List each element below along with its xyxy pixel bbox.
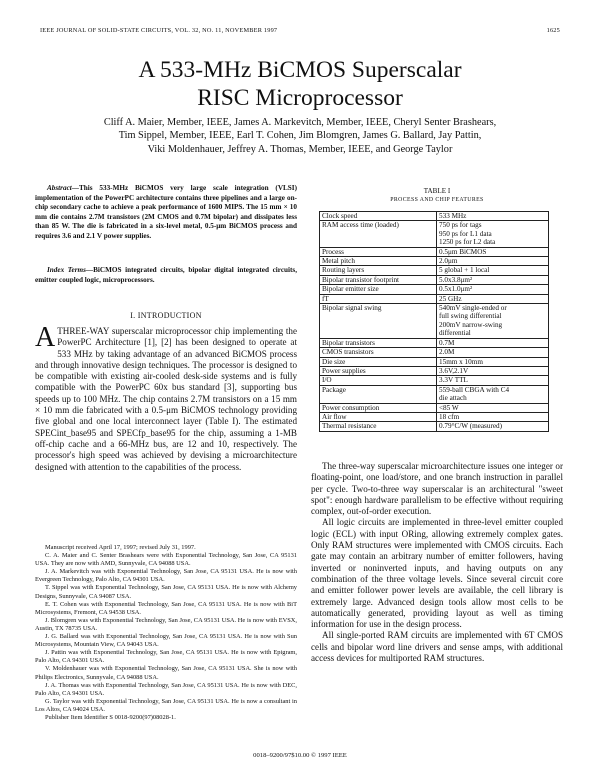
table-row: [320, 304, 549, 339]
table-row: [320, 385, 549, 403]
table-row: [320, 275, 549, 284]
table-cell-value: 0.79°C/W (measured): [437, 422, 549, 431]
abstract-label: Abstract—: [47, 184, 79, 192]
table-cell-value: 3.3V TTL: [437, 376, 549, 385]
table-cell-key: fT: [320, 294, 437, 303]
table-cell-value: 0.7M: [437, 338, 549, 347]
table-row: [320, 376, 549, 385]
table-cell-key: Routing layers: [320, 266, 437, 275]
table-cell-key: Thermal resistance: [320, 422, 437, 431]
table-row: [320, 348, 549, 357]
table-row: [320, 285, 549, 294]
abstract-text: This 533-MHz BiCMOS very large scale integration (VLSI) implementation of the PowerPC architecture contains three pipelines and a large on-chip secondary cache to achieve a peak performance of 1600 MIPS. The 15 mm × 10 mm die contains 2.7M transistors (2M CMOS and 0.7M bipolar) and dissipates less than 85 W. The die is fabricated in a six-level metal, 0.5-μm BiCMOS process and requires 3.6 and 2.1 V power supplies.: [35, 184, 297, 240]
footnote: G. Taylor was with Exponential Technology, San Jose, CA 95131 USA. He is now a consultant in Los Altos, CA 94024 USA.: [35, 697, 297, 713]
footnote: J. G. Ballard was with Exponential Technology, San Jose, CA 95131 USA. He is now with Sun Microsystems, Mountain View, CA 94043 USA.: [35, 633, 297, 649]
body-paragraph: All single-ported RAM circuits are implemented with 6T CMOS cells and bipolar word line drivers and sense amps, with additional access devices for multiported RAM structures.: [311, 630, 563, 664]
table-cell-value: 750 ps for tags 950 ps for L1 data 1250 ps for L2 data: [437, 221, 549, 247]
table-row: [320, 212, 549, 221]
table-cell-value: 25 GHz: [437, 294, 549, 303]
table-cell-key: Power supplies: [320, 366, 437, 375]
footnote: T. Sippel was with Exponential Technology, San Jose, CA 95131 USA. He is now with Alchemy Designs, Sunnyvale, CA 94087 USA.: [35, 584, 297, 600]
table-cell-key: Bipolar transistor footprint: [320, 275, 437, 284]
publisher-id: Publisher Item Identifier S 0018-9200(97)08028-1.: [45, 713, 176, 721]
authors-line-3: Viki Moldenhauer, Jeffrey A. Thomas, Member, IEEE, and George Taylor: [147, 143, 453, 155]
journal-line: IEEE JOURNAL OF SOLID-STATE CIRCUITS, VOL. 32, NO. 11, NOVEMBER 1997: [40, 27, 278, 34]
features-table: [319, 211, 549, 432]
table-row: [320, 294, 549, 303]
body-paragraph: The three-way superscalar microarchitecture issues one integer or floating-point, one load/store, and one branch instruction in parallel per cycle. Two-to-three way superscalar is an architectural "sweet spot": enough hardware parallelism to be effective without requiring complex, out-of-order execution.: [311, 461, 563, 517]
table-row: [320, 338, 549, 347]
table-cell-key: Die size: [320, 357, 437, 366]
table-caption-text: PROCESS AND CHIP FEATURES: [390, 197, 484, 203]
copyright-footer: 0018–9200/97$10.00 © 1997 IEEE: [253, 752, 347, 759]
abstract: [35, 184, 297, 242]
drop-cap: A: [35, 322, 56, 353]
table-cell-key: Process: [320, 247, 437, 256]
table-label: TABLE I: [423, 187, 451, 195]
introduction-text: THREE-WAY superscalar microprocessor chip implementing the PowerPC Architecture [1], [2] has been designed to operate at 533 MHz by taking advantage of an advanced BiCMOS process and through innovative design techniques. The processor is designed to be compatible with existing air-cooled desk-side systems and is fully compatible with the PowerPC 60x bus standard [3], supporting bus speeds up to 100 MHz. The chip contains 2.7M transistors on a 15 mm × 10 mm die fabricated with a 0.5-μm BiCMOS technology providing five global and one local interconnect layer (Table I). The estimated SPECint_base95 and SPECfp_base95 for the chip, assuming a 1-MB off-chip cache and a 66-MHz bus, are 12 and 10, respectively. The processor's high speed was achieved by devising a microarchitecture designed with attention to the capabilities of the process.: [35, 326, 297, 472]
table-cell-key: Bipolar signal swing: [320, 304, 437, 339]
title-line-1: A 533-MHz BiCMOS Superscalar: [138, 57, 462, 83]
section-heading: I. INTRODUCTION: [130, 311, 202, 320]
index-terms-text: BiCMOS integrated circuits, bipolar digital integrated circuits, emitter coupled logic, microprocessors.: [35, 266, 297, 284]
running-header: [40, 27, 560, 34]
table-cell-value: 18 cfm: [437, 412, 549, 421]
table-row: [320, 257, 549, 266]
index-terms: [35, 266, 297, 285]
table-row: [320, 422, 549, 431]
table-cell-value: 540mV single-ended or full swing differential 200mV narrow-swing differential: [437, 304, 549, 339]
table-cell-key: Bipolar emitter size: [320, 285, 437, 294]
page-number: 1625: [546, 27, 560, 34]
authors-line-1: Cliff A. Maier, Member, IEEE, James A. Markevitch, Member, IEEE, Cheryl Senter Brashears,: [103, 117, 497, 128]
table-cell-key: CMOS transistors: [320, 348, 437, 357]
table-cell-value: 2.0M: [437, 348, 549, 357]
footnote: J. Pattin was with Exponential Technology, San Jose, CA 95131 USA. He is now with Epigram, Palo Alto, CA 94301 USA.: [35, 649, 297, 665]
table-cell-value: 5 global + 1 local: [437, 266, 549, 275]
table-cell-value: <85 W: [437, 403, 549, 412]
table-row: [320, 412, 549, 421]
table-row: [320, 357, 549, 366]
table-cell-value: 3.6V,2.1V: [437, 366, 549, 375]
title-line-2: RISC Microprocessor: [197, 85, 403, 111]
introduction-paragraph: [35, 322, 297, 473]
footnote: C. A. Maier and C. Senter Brashears were with Exponential Technology, San Jose, CA 95131 USA. They are now with AMD, Sunnyvale, CA 94088 USA.: [35, 552, 297, 568]
footnote: E. T. Cohen was with Exponential Technology, San Jose, CA 95131 USA. He is now with BiT Microsystems, Fremont, CA 94538 USA.: [35, 600, 297, 616]
author-list: [90, 116, 510, 156]
paper-title: [0, 56, 600, 112]
body-paragraph: All logic circuits are implemented in three-level emitter coupled logic (ECL) with input ORing, allowing extremely complex gates. Only RAM structures were implemented with CMOS circuits. Each gate may contain an arbitrary number of emitter followers, having inverted or noninverted inputs, and having outputs on any combination of the three voltage levels. Since several circuit core and emitter follower power levels are available, the cell library is extremely large. Advanced design tools allow most cells to be automatically generated, providing layout as well as timing information for use in the design process.: [311, 517, 563, 630]
footnotes: [35, 544, 297, 722]
table-cell-value: 559-ball CBGA with C4 die attach: [437, 385, 549, 403]
table-cell-key: Power consumption: [320, 403, 437, 412]
table-cell-value: 0.5μm BiCMOS: [437, 247, 549, 256]
table-row: [320, 366, 549, 375]
table-row: [320, 403, 549, 412]
table-cell-value: 533 MHz: [437, 212, 549, 221]
table-cell-key: Package: [320, 385, 437, 403]
footnote: J. Blomgren was with Exponential Technology, San Jose, CA 95131 USA. He is now with EVSX, Austin, TX 78735 USA.: [35, 616, 297, 632]
table-row: [320, 247, 549, 256]
table-row: [320, 266, 549, 275]
table-cell-value: 5.0x3.8μm²: [437, 275, 549, 284]
authors-line-2: Tim Sippel, Member, IEEE, Earl T. Cohen, Jim Blomgren, James G. Ballard, Jay Pattin,: [118, 130, 482, 142]
footnote: Manuscript received April 17, 1997; revised July 31, 1997.: [45, 544, 196, 551]
table-cell-key: I/O: [320, 376, 437, 385]
table-cell-key: Bipolar transistors: [320, 338, 437, 347]
index-terms-label: Index Terms—: [47, 266, 94, 274]
body-text-right: [311, 461, 563, 664]
table-row: [320, 221, 549, 247]
table-cell-key: RAM access time (loaded): [320, 221, 437, 247]
table-cell-value: 15mm x 10mm: [437, 357, 549, 366]
footnote: J. A. Thomas was with Exponential Technology, San Jose, CA 95131 USA. He is now with DEC, Palo Alto, CA 94301 USA.: [35, 681, 297, 697]
table-cell-value: 0.5x1.0μm²: [437, 285, 549, 294]
table-cell-key: Metal pitch: [320, 257, 437, 266]
table-caption: [311, 187, 563, 205]
table-cell-value: 2.0μm: [437, 257, 549, 266]
footnote: V. Moldenhauer was with Exponential Technology, San Jose, CA 95131 USA. She is now with Philips Electronics, Sunnyvale, CA 94088 USA.: [35, 665, 297, 681]
footnote: J. A. Markevitch was with Exponential Technology, San Jose, CA 95131 USA. He is now with Evergreen Technology, Palo Alto, CA 94301 USA.: [35, 568, 297, 584]
table-cell-key: Air flow: [320, 412, 437, 421]
table-cell-key: Clock speed: [320, 212, 437, 221]
